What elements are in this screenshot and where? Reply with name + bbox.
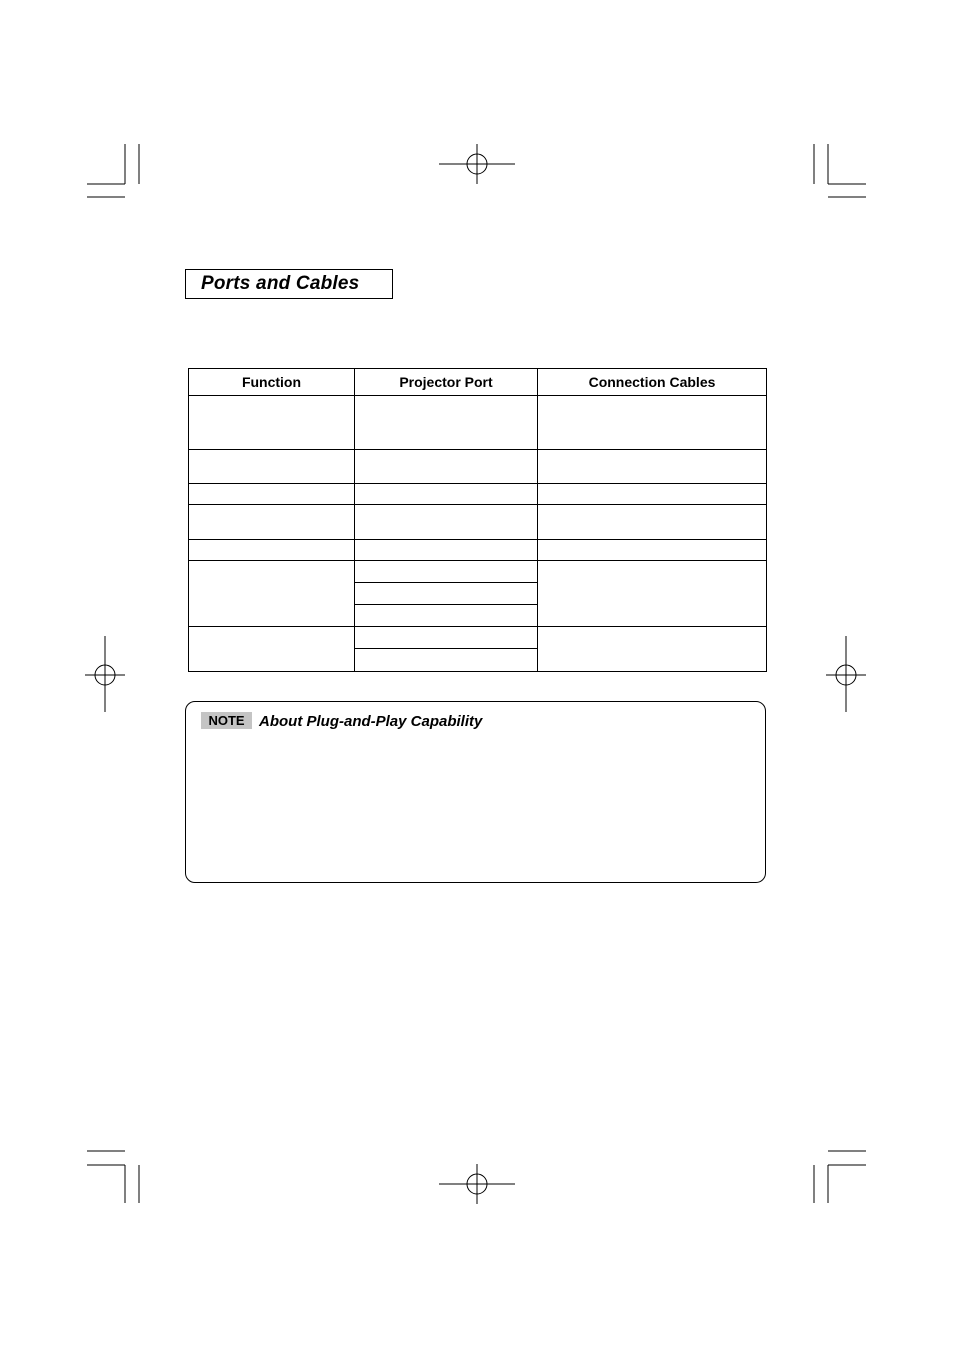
table-cell — [538, 505, 767, 540]
table-cell — [189, 627, 355, 672]
note-heading: About Plug-and-Play Capability — [259, 713, 483, 730]
table-row — [189, 540, 767, 561]
table-row — [189, 505, 767, 540]
table-cell — [355, 605, 538, 627]
table-cell — [189, 540, 355, 561]
table-row — [189, 450, 767, 484]
header-connection-cables: Connection Cables — [538, 369, 767, 396]
table-row — [189, 396, 767, 450]
table-cell — [538, 450, 767, 484]
ports-cables-table — [188, 368, 767, 672]
table-cell — [538, 540, 767, 561]
table-cell — [189, 505, 355, 540]
table-cell — [355, 583, 538, 605]
table-cell — [355, 561, 538, 583]
table-row — [189, 484, 767, 505]
table-cell — [355, 627, 538, 649]
table-row — [189, 561, 767, 583]
table-cell — [538, 396, 767, 450]
table-cell — [355, 540, 538, 561]
table-cell — [538, 561, 767, 627]
table-cell — [355, 484, 538, 505]
table-row — [189, 627, 767, 649]
table-cell — [189, 396, 355, 450]
table-cell — [189, 450, 355, 484]
table-cell — [189, 561, 355, 627]
header-function: Function — [189, 369, 355, 396]
table-cell — [355, 505, 538, 540]
table-cell — [189, 484, 355, 505]
header-projector-port: Projector Port — [355, 369, 538, 396]
table-cell — [355, 450, 538, 484]
section-title: Ports and Cables — [185, 269, 393, 299]
table-header-row — [189, 369, 767, 396]
table-cell — [355, 649, 538, 672]
table-cell — [538, 627, 767, 672]
note-box — [185, 701, 766, 883]
table-cell — [538, 484, 767, 505]
table-cell — [355, 396, 538, 450]
note-badge: NOTE — [201, 712, 252, 729]
